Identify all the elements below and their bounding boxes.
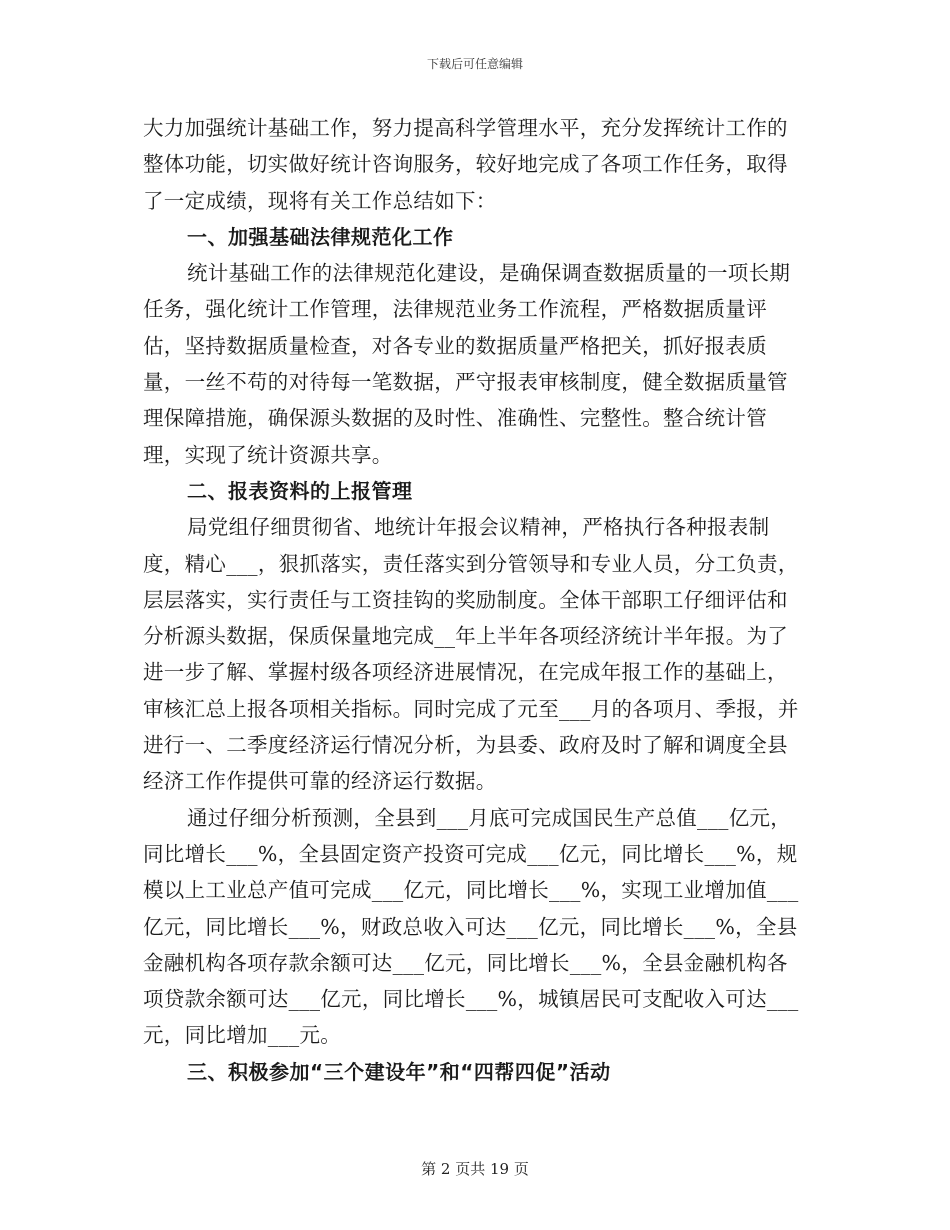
section-heading-3: 三、积极参加“三个建设年”和“四帮四促”活动 (187, 1059, 611, 1084)
section-heading-1: 一、加强基础法律规范化工作 (187, 224, 454, 249)
header-note: 下载后可任意编辑 (426, 57, 523, 71)
intro-paragraph: 大力加强统计基础工作，努力提高科学管理水平，充分发挥统计工作的整体功能，切实做好统计咨询服务，较好地完成了各项工作任务，取得了一定成绩，现将有关工作总结如下： (143, 116, 788, 213)
section-heading-2: 二、报表资料的上报管理 (187, 478, 413, 503)
section-1-paragraph: 统计基础工作的法律规范化建设，是确保调查数据质量的一项长期任务，强化统计工作管理，法律规范业务工作流程，严格数据质量评估，坚持数据质量检查，对各专业的数据质量严格把关，抓好报表质量，一丝不苟的对待每一笔数据，严守报表审核制度，健全数据质量管理保障措施，确保源头数据的及时性、准确性、完整性。整合统计管理，实现了统计资源共享。 (143, 261, 791, 467)
page-number: 第 2 页共 19 页 (421, 1160, 529, 1178)
section-2-paragraph-1: 局党组仔细贯彻省、地统计年报会议精神，严格执行各种报表制度，精心___，狠抓落实，责任落实到分管领导和专业人员，分工负责，层层落实，实行责任与工资挂钩的奖励制度。全体干部职工仔细评估和分析源头数据，保质保量地完成__年上半年各项经济统计半年报。为了进一步了解、掌握村级各项经济进展情况，在完成年报工作的基础上，审核汇总上报各项相关指标。同时完成了元至___月的各项月、季报，并进行一、二季度经济运行情况分析，为县委、政府及时了解和调度全县经济工作作提供可靠的经济运行数据。 (143, 515, 799, 794)
section-2-paragraph-2: 通过仔细分析预测，全县到___月底可完成国民生产总值___亿元，同比增长___%，全县固定资产投资可完成___亿元，同比增长___%，规模以上工业总产值可完成___亿元，同比增长___%，实现工业增加值___亿元，同比增长___%，财政总收入可达___亿元，同比增长___%，全县金融机构各项存款余额可达___亿元，同比增长___%，全县金融机构各项贷款余额可达___亿元，同比增长___%，城镇居民可支配收入可达___元，同比增加___元。 (143, 805, 799, 1048)
document-body (143, 110, 803, 1090)
